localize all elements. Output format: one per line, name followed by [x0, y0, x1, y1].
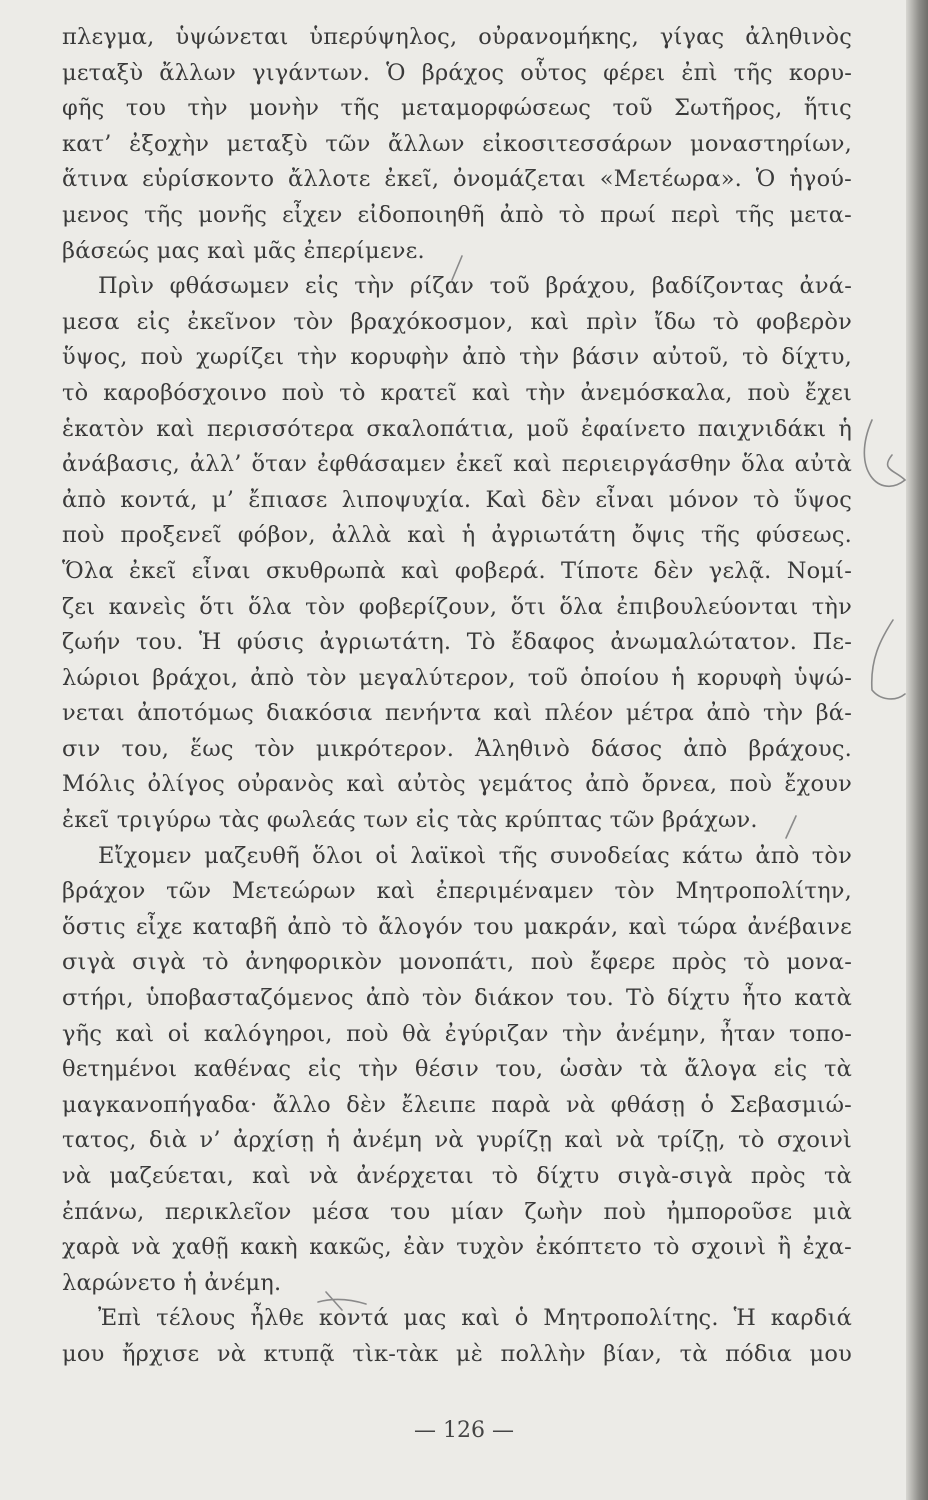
text-line: βάσεώς μας καὶ μᾶς ἐπερίμενε.: [62, 237, 425, 264]
text-line: Εἴχομεν μαζευθῆ ὅλοι οἱ λαϊκοὶ τῆς συνοδείας κάτω ἀπὸ τὸν: [98, 842, 852, 869]
text-line: μενος τῆς μονῆς εἶχεν εἰδοποιηθῆ ἀπὸ τὸ πρωί περὶ τῆς μετα-: [62, 201, 852, 228]
text-line: ποὺ προξενεῖ φόβον, ἀλλὰ καὶ ἡ ἀγριωτάτη ὄψις τῆς φύσεως.: [62, 522, 852, 549]
pencil-cross-mark: [318, 1292, 366, 1310]
text-line: γῆς καὶ οἱ καλόγηροι, ποὺ θὰ ἐγύριζαν τὴν ἀνέμην, ἦταν τοπο-: [62, 1020, 852, 1047]
text-line: νεται ἀποτόμως διακόσια πενήντα καὶ πλέον μέτρα ἀπὸ τὴν βά-: [62, 700, 852, 727]
text-line: Μόλις ὀλίγος οὐρανὸς καὶ αὐτὸς γεμάτος ἀπὸ ὄρνεα, ποὺ ἔχουν: [62, 771, 852, 798]
text-line: φῆς του τὴν μονὴν τῆς μεταμορφώσεως τοῦ Σωτῆρος, ἥτις: [62, 95, 852, 122]
text-line: ἀνάβασις, ἀλλ’ ὅταν ἐφθάσαμεν ἐκεῖ καὶ περιειργάσθην ὅλα αὐτὰ: [62, 451, 852, 478]
text-line: νὰ μαζεύεται, καὶ νὰ ἀνέρχεται τὸ δίχτυ σιγὰ-σιγὰ πρὸς τὰ: [62, 1163, 852, 1189]
text-line: τὸ καροβόσχοινο ποὺ τὸ κρατεῖ καὶ τὴν ἀνεμόσκαλα, ποὺ ἔχει: [62, 379, 852, 406]
text-line: θετημένοι καθένας εἰς τὴν θέσιν του, ὡσὰν τὰ ἄλογα εἰς τὰ: [62, 1056, 852, 1083]
text-line: σιν του, ἕως τὸν μικρότερον. Ἀληθινὸ δάσος ἀπὸ βράχους.: [62, 735, 852, 762]
text-line: ζει κανεὶς ὅτι ὅλα τὸν φοβερίζουν, ὅτι ὅλα ἐπιβουλεύονται τὴν: [62, 593, 852, 620]
text-line: Ὅλα ἐκεῖ εἶναι σκυθρωπὰ καὶ φοβερά. Τίποτε δὲν γελᾷ. Νομί-: [62, 557, 852, 584]
text-line: μεσα εἰς ἐκεῖνον τὸν βραχόκοσμον, καὶ πρὶν ἴδω τὸ φοβερὸν: [62, 308, 852, 335]
text-line: κατ’ ἐξοχὴν μεταξὺ τῶν ἄλλων εἰκοσιτεσσάρων μοναστηρίων,: [62, 130, 852, 157]
text-line: ὅστις εἶχε καταβῆ ἀπὸ τὸ ἄλογόν του μακράν, καὶ τώρα ἀνέβαινε: [62, 913, 852, 940]
text-line: πλεγμα, ὑψώνεται ὑπερύψηλος, οὐρανομήκης, γίγας ἀληθινὸς: [62, 24, 852, 50]
pencil-tick-mark: [452, 256, 462, 280]
text-line: ἐκεῖ τριγύρω τὰς φωλεάς των εἰς τὰς κρύπτας τῶν βράχων.: [62, 807, 758, 834]
text-line: χαρὰ νὰ χαθῇ κακὴ κακῶς, ἐὰν τυχὸν ἐκόπτετο τὸ σχοινὶ ἢ ἐχα-: [62, 1234, 852, 1261]
page-number: — 126 —: [414, 1418, 514, 1443]
text-line: τατος, διὰ ν’ ἀρχίσῃ ἡ ἀνέμη νὰ γυρίζῃ καὶ νὰ τρίζῃ, τὸ σχοινὶ: [62, 1127, 852, 1154]
text-line: μεταξὺ ἄλλων γιγάντων. Ὁ βράχος οὗτος φέρει ἐπὶ τῆς κορυ-: [62, 59, 852, 86]
text-line: ὕψος, ποὺ χωρίζει τὴν κορυφὴν ἀπὸ τὴν βάσιν αὐτοῦ, τὸ δίχτυ,: [62, 344, 852, 371]
margin-doodle-face-icon: [864, 420, 905, 486]
text-line: στήρι, ὑποβασταζόμενος ἀπὸ τὸν διάκον του. Τὸ δίχτυ ἦτο κατὰ: [62, 985, 852, 1012]
text-line: λώριοι βράχοι, ἀπὸ τὸν μεγαλύτερον, τοῦ ὁποίου ἡ κορυφὴ ὑψώ-: [62, 664, 852, 691]
text-line: σιγὰ σιγὰ τὸ ἀνηφορικὸν μονοπάτι, ποὺ ἔφερε πρὸς τὸ μονα-: [62, 949, 852, 976]
margin-doodle-profile-icon: [872, 620, 905, 699]
text-line: μου ἤρχισε νὰ κτυπᾷ τὶκ-τὰκ μὲ πολλὴν βίαν, τὰ πόδια μου: [62, 1340, 852, 1367]
text-line: ἅτινα εὑρίσκοντο ἄλλοτε ἐκεῖ, ὀνομάζεται «Μετέωρα». Ὁ ἡγού-: [62, 166, 852, 193]
text-line: μαγκανοπήγαδα· ἄλλο δὲν ἔλειπε παρὰ νὰ φθάσῃ ὁ Σεβασμιώ-: [62, 1091, 852, 1118]
text-line: ζωήν του. Ἡ φύσις ἀγριωτάτη. Τὸ ἔδαφος ἀνωμαλώτατον. Πε-: [62, 629, 852, 656]
pencil-tick-mark: [786, 816, 796, 838]
text-line: ἑκατὸν καὶ περισσότερα σκαλοπάτια, μοῦ ἐφαίνετο παιχνιδάκι ἡ: [62, 415, 852, 442]
text-line: Ἐπὶ τέλους ἦλθε κοντά μας καὶ ὁ Μητροπολίτης. Ἡ καρδιά: [98, 1305, 852, 1332]
text-line: ἀπὸ κοντά, μ’ ἔπιασε λιποψυχία. Καὶ δὲν εἶναι μόνον τὸ ὕψος: [62, 486, 852, 513]
text-line: Πρὶν φθάσωμεν εἰς τὴν ρίζαν τοῦ βράχου, βαδίζοντας ἀνά-: [98, 273, 852, 300]
text-line: ἐπάνω, περικλεῖον μέσα του μίαν ζωὴν ποὺ ἠμποροῦσε μιὰ: [62, 1198, 852, 1225]
text-line: βράχον τῶν Μετεώρων καὶ ἐπεριμέναμεν τὸν Μητροπολίτην,: [62, 878, 852, 905]
text-line: λαρώνετο ἡ ἀνέμη.: [62, 1269, 282, 1296]
